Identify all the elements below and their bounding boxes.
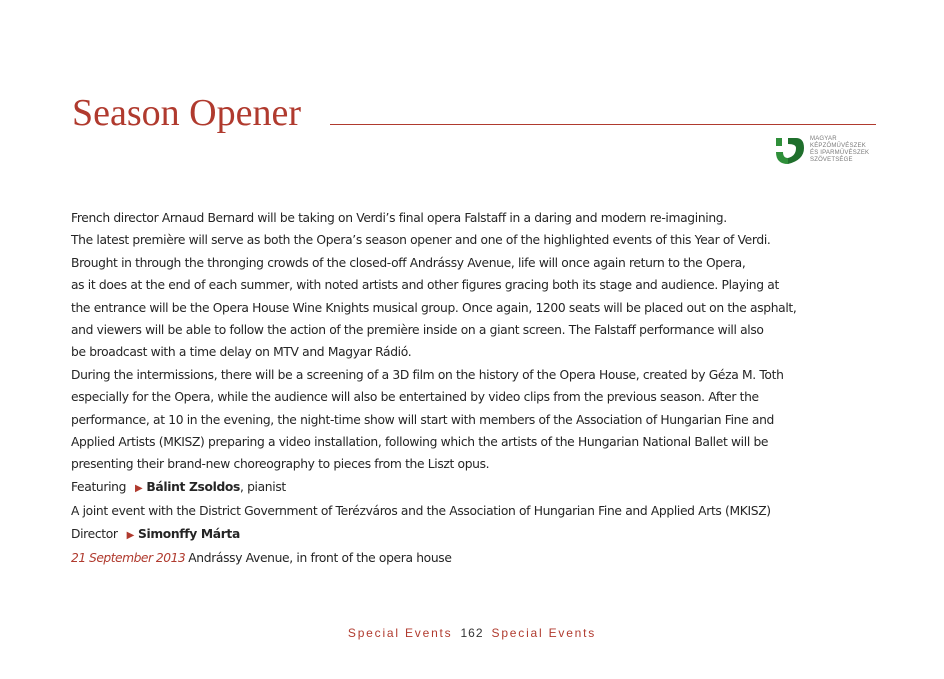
logo-line: MAGYAR bbox=[810, 136, 837, 142]
page-title: Season Opener bbox=[72, 92, 301, 134]
body-line: and viewers will be able to follow the action of the première inside on a giant screen. The Falstaff performance will also bbox=[71, 323, 764, 338]
joint-event-line: A joint event with the District Government of Terézváros and the Association of Hungarian Fine and Applied Arts (MKISZ) bbox=[71, 504, 771, 519]
logo-text bbox=[810, 136, 869, 164]
event-line bbox=[71, 547, 891, 569]
page-footer bbox=[0, 626, 944, 640]
director-name-link[interactable]: Simonffy Márta bbox=[137, 526, 240, 541]
logo-line: KÉPZŐMŰVÉSZEK bbox=[810, 143, 866, 149]
body-line: as it does at the end of each summer, with noted artists and other figures gracing both its stage and audience. Playing at bbox=[71, 278, 779, 293]
arrow-right-icon: ▶ bbox=[126, 529, 134, 541]
featuring-role: , pianist bbox=[239, 479, 286, 494]
body-line: performance, at 10 in the evening, the night-time show will start with members of the Association of Hungarian Fine and bbox=[71, 412, 774, 427]
title-rule bbox=[330, 124, 876, 125]
article-body bbox=[71, 207, 891, 570]
director-label: Director bbox=[71, 526, 118, 541]
body-line: French director Arnaud Bernard will be taking on Verdi’s final opera Falstaff in a daring and modern re-imagining. bbox=[71, 211, 727, 225]
title-block bbox=[72, 88, 876, 138]
mkisz-logo bbox=[774, 134, 884, 170]
logo-line: ÉS IPARMŰVÉSZEK bbox=[810, 150, 870, 156]
mkisz-logo-icon bbox=[774, 134, 808, 168]
body-line: be broadcast with a time delay on MTV and Magyar Rádió. bbox=[71, 345, 412, 360]
featuring-label: Featuring bbox=[71, 479, 127, 494]
body-line: During the intermissions, there will be a screening of a 3D film on the history of the Opera House, created by Géza M. Toth bbox=[71, 367, 784, 382]
body-line: Brought in through the thronging crowds of the closed-off Andrássy Avenue, life will once again return to the Opera, bbox=[71, 255, 746, 270]
event-date: 21 September 2013 bbox=[71, 551, 186, 566]
page-number: 162 bbox=[460, 626, 484, 640]
logo-line: SZÖVETSÉGE bbox=[810, 157, 853, 163]
director-line bbox=[71, 523, 891, 547]
event-location: Andrássy Avenue, in front of the opera house bbox=[188, 551, 452, 566]
body-line: Applied Artists (MKISZ) preparing a video installation, following which the artists of the Hungarian National Ballet will be bbox=[71, 435, 769, 450]
body-line: the entrance will be the Opera House Wine Knights musical group. Once again, 1200 seats will be placed out on the asphalt, bbox=[71, 300, 797, 315]
footer-section-left: Special Events bbox=[347, 626, 453, 640]
body-line: The latest première will serve as both the Opera’s season opener and one of the highlighted events of this Year of Verdi. bbox=[71, 233, 771, 248]
arrow-right-icon: ▶ bbox=[135, 482, 143, 494]
featuring-name-link[interactable]: Bálint Zsoldos bbox=[146, 479, 240, 494]
featuring-line bbox=[71, 476, 891, 500]
body-line: especially for the Opera, while the audience will also be entertained by video clips from the previous season. After the bbox=[71, 390, 759, 405]
body-line: presenting their brand-new choreography to pieces from the Liszt opus. bbox=[71, 457, 490, 472]
footer-section-right: Special Events bbox=[491, 626, 597, 640]
